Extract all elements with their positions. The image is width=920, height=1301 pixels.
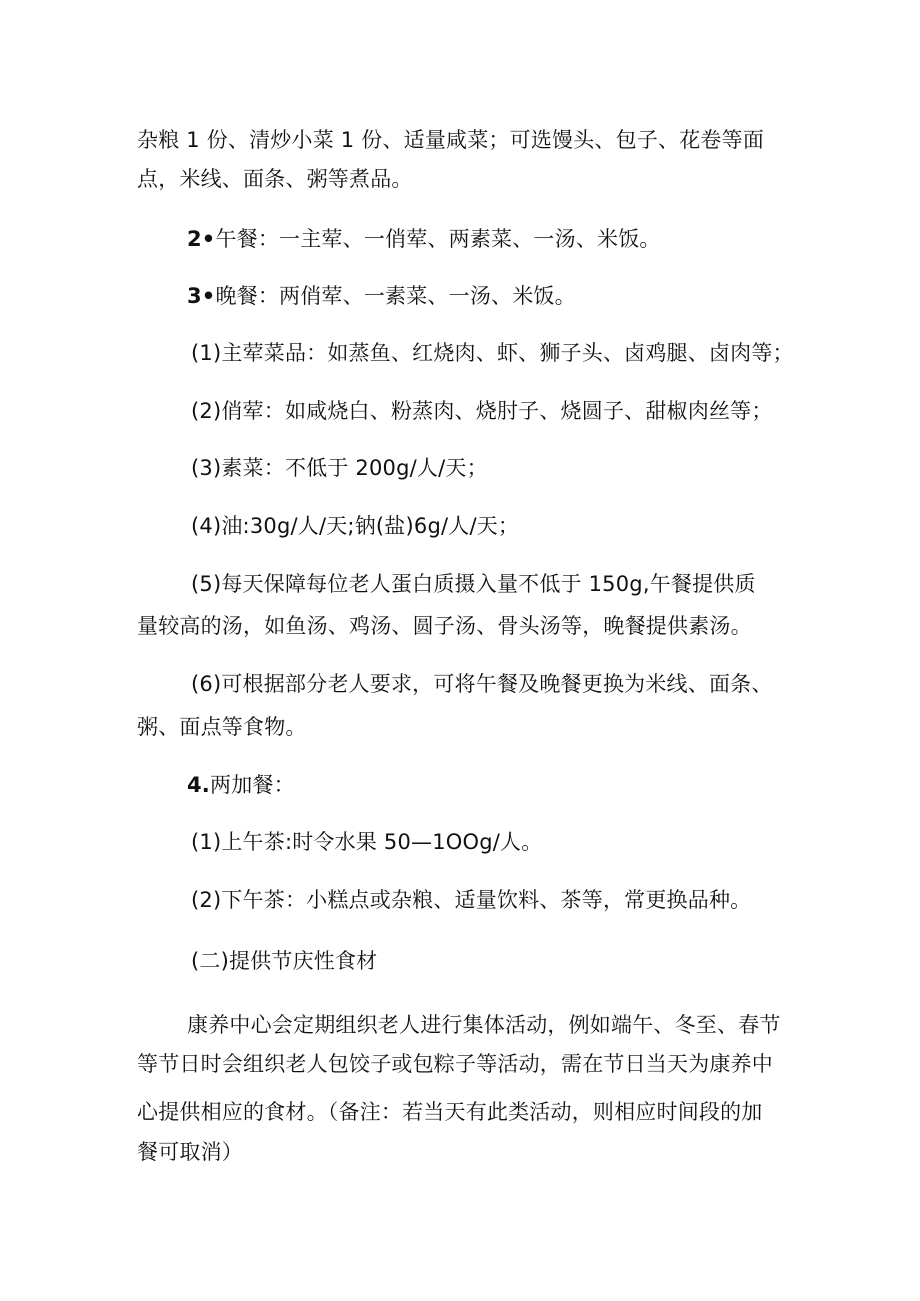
lunch-text: 午餐：一主荤、一俏荤、两素菜、一汤、米饭。 <box>215 227 661 251</box>
section-2-para-line-1: 康养中心会定期组织老人进行集体活动，例如端午、冬至、春节 <box>187 1013 781 1037</box>
snack-1: (1)上午茶:时令水果 50—1OOg/人。 <box>191 830 543 854</box>
section-2-para-line-3: 心提供相应的食材。（备注：若当天有此类活动，则相应时间段的加 <box>137 1100 763 1124</box>
breakfast-line-2: 点，米线、面条、粥等煮品。 <box>137 167 413 191</box>
lunch-item <box>187 224 661 254</box>
item-5-line-2: 量较高的汤，如鱼汤、鸡汤、圆子汤、骨头汤等，晚餐提供素汤。 <box>137 614 752 638</box>
snacks-number: 4. <box>187 773 210 797</box>
breakfast-line-1: 杂粮 1 份、清炒小菜 1 份、适量咸菜；可选馒头、包子、花卷等面 <box>137 128 765 152</box>
snacks-item <box>187 770 295 800</box>
section-2-para-line-4: 餐可取消） <box>137 1140 243 1164</box>
item-1: (1)主荤菜品：如蒸鱼、红烧肉、虾、狮子头、卤鸡腿、卤肉等； <box>191 341 794 365</box>
lunch-number: 2• <box>187 227 216 251</box>
item-2: (2)俏荤：如咸烧白、粉蒸肉、烧肘子、烧圆子、甜椒肉丝等； <box>191 399 773 423</box>
item-4: (4)油:30g/人/天;钠(盐)6g/人/天； <box>191 514 520 538</box>
dinner-text: 晚餐：两俏荤、一素菜、一汤、米饭。 <box>215 284 576 308</box>
item-5-line-1: (5)每天保障每位老人蛋白质摄入量不低于 150g,午餐提供质 <box>191 572 756 596</box>
section-2-para-line-2: 等节日时会组织老人包饺子或包粽子等活动，需在节日当天为康养中 <box>137 1052 773 1076</box>
item-6-line-2: 粥、面点等食物。 <box>137 715 307 739</box>
snacks-text: 两加餐： <box>210 773 295 797</box>
item-3: (3)素菜：不低于 200g/人/天； <box>191 456 488 480</box>
dinner-item <box>187 281 576 311</box>
dinner-number: 3• <box>187 284 216 308</box>
item-6-line-1: (6)可根据部分老人要求，可将午餐及晚餐更换为米线、面条、 <box>191 672 773 696</box>
snack-2: (2)下午茶：小糕点或杂粮、适量饮料、茶等，常更换品种。 <box>191 888 752 912</box>
section-2-heading: (二)提供节庆性食材 <box>191 949 378 973</box>
